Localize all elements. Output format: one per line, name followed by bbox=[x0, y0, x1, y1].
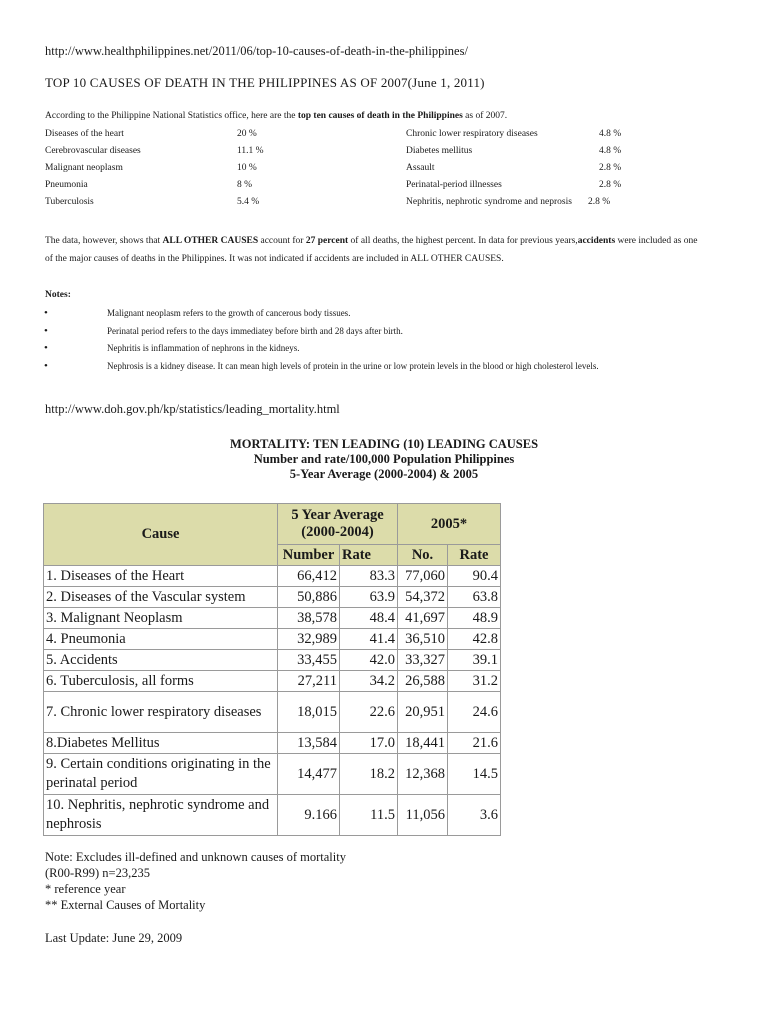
mortality-title bbox=[0, 437, 768, 482]
cell-cause: 8.Diabetes Mellitus bbox=[44, 733, 278, 754]
cause-row bbox=[45, 146, 385, 163]
cause-name: Chronic lower respiratory diseases bbox=[406, 129, 538, 139]
notes-label: Notes: bbox=[45, 290, 71, 300]
source-url-2[interactable]: http://www.doh.gov.ph/kp/statistics/leading_mortality.html bbox=[45, 402, 340, 416]
table-row bbox=[44, 692, 501, 733]
cell-cause: 6. Tuberculosis, all forms bbox=[44, 671, 278, 692]
list-item: • Malignant neoplasm refers to the growth of cancerous body tissues. bbox=[44, 305, 744, 323]
cell-cause: 10. Nephritis, nephrotic syndrome and nephrosis bbox=[44, 795, 278, 836]
cause-row bbox=[45, 180, 385, 197]
cell-no: 54,372 bbox=[398, 587, 448, 608]
cell-cause: 3. Malignant Neoplasm bbox=[44, 608, 278, 629]
header-2005: 2005* bbox=[398, 504, 501, 545]
cell-number: 27,211 bbox=[278, 671, 340, 692]
notes-label-text: Notes bbox=[45, 290, 68, 300]
cause-pct: 4.8 % bbox=[599, 146, 622, 156]
header-no: No. bbox=[398, 545, 448, 566]
footnote-line: (R00-R99) n=23,235 bbox=[45, 866, 150, 880]
cell-rate: 22.6 bbox=[340, 692, 398, 733]
cause-name: Perinatal-period illnesses bbox=[406, 180, 502, 190]
list-item: • Nephrosis is a kidney disease. It can mean high levels of protein in the urine or low protein levels in the blood or high cholesterol levels. bbox=[44, 358, 744, 376]
cell-no: 77,060 bbox=[398, 566, 448, 587]
mortality-title-line: 5-Year Average (2000-2004) & 2005 bbox=[289, 467, 479, 481]
cell-rate-2005: 21.6 bbox=[448, 733, 501, 754]
cause-row bbox=[45, 197, 385, 214]
para-bold: accidents bbox=[577, 236, 616, 246]
cell-cause: 2. Diseases of the Vascular system bbox=[44, 587, 278, 608]
cell-number: 9.166 bbox=[278, 795, 340, 836]
cause-name: Diabetes mellitus bbox=[406, 146, 473, 156]
cell-rate-2005: 48.9 bbox=[448, 608, 501, 629]
table-row bbox=[44, 629, 501, 650]
intro-pre: According to the Philippine National Statistics office, here are the bbox=[45, 111, 298, 121]
cell-rate-2005: 90.4 bbox=[448, 566, 501, 587]
header-rate-2005: Rate bbox=[448, 545, 501, 566]
cause-name: Pneumonia bbox=[45, 180, 88, 190]
cell-no: 12,368 bbox=[398, 754, 448, 795]
para-bold: ALL OTHER CAUSES bbox=[162, 236, 259, 246]
cause-name: Nephritis, nephrotic syndrome and neprosis bbox=[406, 197, 572, 207]
intro-post: as of 2007. bbox=[462, 111, 508, 121]
cause-row bbox=[45, 163, 385, 180]
cell-rate: 42.0 bbox=[340, 650, 398, 671]
cell-number: 14,477 bbox=[278, 754, 340, 795]
header-number: Number bbox=[278, 545, 340, 566]
list-item: • Perinatal period refers to the days immediatey before birth and 28 days after birth. bbox=[44, 323, 744, 341]
table-row bbox=[44, 671, 501, 692]
cell-rate-2005: 39.1 bbox=[448, 650, 501, 671]
page-title: TOP 10 CAUSES OF DEATH IN THE PHILIPPINES AS OF 2007(June 1, 2011) bbox=[45, 75, 485, 90]
header-5yr-avg: 5 Year Average (2000-2004) bbox=[278, 504, 398, 545]
cell-no: 20,951 bbox=[398, 692, 448, 733]
cause-row bbox=[406, 180, 656, 197]
data-paragraph bbox=[45, 232, 705, 268]
cell-rate-2005: 3.6 bbox=[448, 795, 501, 836]
cause-pct: 10 % bbox=[237, 163, 257, 173]
cell-number: 18,015 bbox=[278, 692, 340, 733]
cause-pct: 2.8 % bbox=[588, 197, 611, 207]
table-row bbox=[44, 754, 501, 795]
cell-no: 41,697 bbox=[398, 608, 448, 629]
cell-rate-2005: 63.8 bbox=[448, 587, 501, 608]
causes-right-list bbox=[406, 129, 656, 214]
mortality-title-line: Number and rate/100,000 Population Philippines bbox=[253, 452, 515, 466]
para-text: were included as one of the major causes of deaths in the Philippines. It was not indicated if accidents are included in ALL OTHER CAUSES. bbox=[45, 236, 698, 264]
cause-pct: 2.8 % bbox=[599, 163, 622, 173]
cell-number: 13,584 bbox=[278, 733, 340, 754]
cell-number: 50,886 bbox=[278, 587, 340, 608]
table-row bbox=[44, 650, 501, 671]
intro-text bbox=[45, 111, 507, 121]
cell-rate: 63.9 bbox=[340, 587, 398, 608]
cell-rate-2005: 42.8 bbox=[448, 629, 501, 650]
cell-rate: 11.5 bbox=[340, 795, 398, 836]
cell-rate: 17.0 bbox=[340, 733, 398, 754]
cell-rate: 83.3 bbox=[340, 566, 398, 587]
header-cause: Cause bbox=[44, 504, 278, 566]
cell-rate: 41.4 bbox=[340, 629, 398, 650]
cell-no: 36,510 bbox=[398, 629, 448, 650]
cause-name: Diseases of the heart bbox=[45, 129, 124, 139]
source-url-1[interactable]: http://www.healthphilippines.net/2011/06/top-10-causes-of-death-in-the-philippines/ bbox=[45, 44, 468, 58]
intro-bold: top ten causes of death in the Philippines bbox=[297, 111, 463, 121]
cause-name: Cerebrovascular diseases bbox=[45, 146, 141, 156]
mortality-title-line: MORTALITY: TEN LEADING (10) LEADING CAUSES bbox=[229, 437, 539, 451]
cause-pct: 8 % bbox=[237, 180, 253, 190]
cell-number: 33,455 bbox=[278, 650, 340, 671]
cell-rate-2005: 31.2 bbox=[448, 671, 501, 692]
cause-row bbox=[45, 129, 385, 146]
cell-cause: 4. Pneumonia bbox=[44, 629, 278, 650]
list-item: • Nephritis is inflammation of nephrons in the kidneys. bbox=[44, 340, 744, 358]
cause-row bbox=[406, 163, 656, 180]
cell-number: 66,412 bbox=[278, 566, 340, 587]
cell-cause: 1. Diseases of the Heart bbox=[44, 566, 278, 587]
cause-pct: 2.8 % bbox=[599, 180, 622, 190]
table-row bbox=[44, 733, 501, 754]
footnote-line: Note: Excludes ill-defined and unknown causes of mortality bbox=[45, 850, 346, 864]
para-bold: 27 percent bbox=[305, 236, 349, 246]
cause-name: Tuberculosis bbox=[45, 197, 94, 207]
cell-number: 38,578 bbox=[278, 608, 340, 629]
last-update: Last Update: June 29, 2009 bbox=[45, 931, 183, 945]
cell-no: 18,441 bbox=[398, 733, 448, 754]
para-text: of all deaths, the highest percent. In data for previous years, bbox=[348, 236, 578, 246]
table-footnotes bbox=[45, 849, 346, 913]
notes-list bbox=[44, 305, 744, 375]
table-row bbox=[44, 795, 501, 836]
cause-row bbox=[406, 129, 656, 146]
cell-no: 11,056 bbox=[398, 795, 448, 836]
cause-pct: 20 % bbox=[237, 129, 257, 139]
cell-cause: 9. Certain conditions originating in the perinatal period bbox=[44, 754, 278, 795]
cell-cause: 7. Chronic lower respiratory diseases bbox=[44, 692, 278, 733]
table-row bbox=[44, 608, 501, 629]
cell-rate-2005: 24.6 bbox=[448, 692, 501, 733]
cause-pct: 11.1 % bbox=[237, 146, 264, 156]
cause-pct: 4.8 % bbox=[599, 129, 622, 139]
table-header-row bbox=[44, 504, 501, 545]
cause-row bbox=[406, 146, 656, 163]
cell-rate: 18.2 bbox=[340, 754, 398, 795]
cause-row bbox=[406, 197, 656, 214]
cell-cause: 5. Accidents bbox=[44, 650, 278, 671]
cell-number: 32,989 bbox=[278, 629, 340, 650]
cell-no: 33,327 bbox=[398, 650, 448, 671]
cause-pct: 5.4 % bbox=[237, 197, 260, 207]
causes-left-list bbox=[45, 129, 385, 214]
table-row bbox=[44, 587, 501, 608]
cell-rate: 48.4 bbox=[340, 608, 398, 629]
cell-rate-2005: 14.5 bbox=[448, 754, 501, 795]
para-text: account for bbox=[258, 236, 306, 246]
cell-rate: 34.2 bbox=[340, 671, 398, 692]
cause-name: Malignant neoplasm bbox=[45, 163, 123, 173]
cell-no: 26,588 bbox=[398, 671, 448, 692]
cause-name: Assault bbox=[406, 163, 435, 173]
header-rate: Rate bbox=[340, 545, 398, 566]
para-text: The data, however, shows that bbox=[45, 236, 163, 246]
footnote-line: ** External Causes of Mortality bbox=[45, 898, 206, 912]
footnote-line: * reference year bbox=[45, 882, 126, 896]
table-row bbox=[44, 566, 501, 587]
mortality-table bbox=[43, 503, 501, 836]
